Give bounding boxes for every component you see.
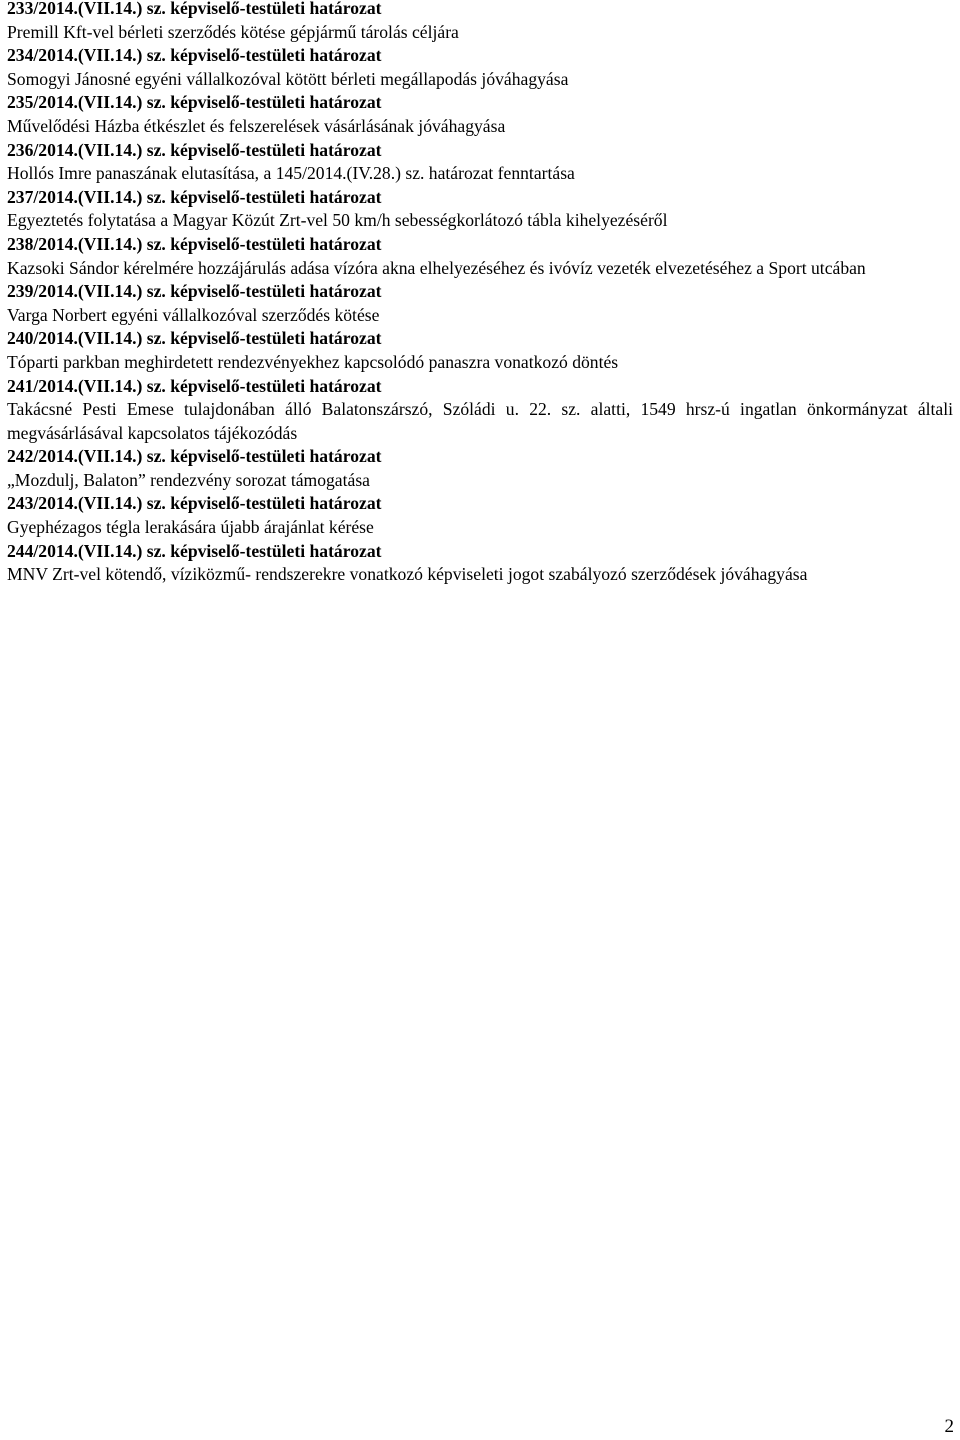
resolution-entry-243	[7, 492, 953, 539]
resolution-entry-241	[7, 375, 953, 446]
resolution-heading: 238/2014.(VII.14.) sz. képviselő-testületi határozat	[7, 233, 382, 254]
resolution-entry-240	[7, 327, 953, 374]
resolution-entry-235	[7, 91, 953, 138]
resolution-heading: 237/2014.(VII.14.) sz. képviselő-testületi határozat	[7, 186, 382, 207]
resolution-description: Egyeztetés folytatása a Magyar Közút Zrt-vel 50 km/h sebességkorlátozó tábla kihelyezéséről	[7, 210, 668, 231]
resolution-heading: 241/2014.(VII.14.) sz. képviselő-testületi határozat	[7, 375, 382, 396]
resolution-description: Gyephézagos tégla lerakására újabb árajánlat kérése	[7, 517, 374, 538]
resolution-entry-234	[7, 44, 953, 91]
resolution-heading: 243/2014.(VII.14.) sz. képviselő-testületi határozat	[7, 493, 382, 514]
resolution-entry-236	[7, 139, 953, 186]
resolution-description: Varga Norbert egyéni vállalkozóval szerződés kötése	[7, 304, 380, 325]
resolution-description: Takácsné Pesti Emese tulajdonában álló Balatonszárszó, Szóládi u. 22. sz. alatti, 1549 hrsz-ú ingatlan önkormányzat általi megvásárlásával kapcsolatos tájékozódás	[7, 399, 953, 443]
resolution-heading: 233/2014.(VII.14.) sz. képviselő-testületi határozat	[7, 0, 382, 18]
resolution-entry-238	[7, 233, 953, 280]
resolution-heading: 234/2014.(VII.14.) sz. képviselő-testületi határozat	[7, 45, 382, 66]
resolution-entry-244	[7, 540, 953, 587]
resolution-description: Művelődési Házba étkészlet és felszerelések vásárlásának jóváhagyása	[7, 115, 506, 136]
resolution-description: „Mozdulj, Balaton” rendezvény sorozat támogatása	[7, 469, 370, 490]
resolution-heading: 235/2014.(VII.14.) sz. képviselő-testületi határozat	[7, 92, 382, 113]
resolution-description: MNV Zrt-vel kötendő, víziközmű- rendszerekre vonatkozó képviseleti jogot szabályozó szerződések jóváhagyása	[7, 564, 808, 585]
resolution-heading: 239/2014.(VII.14.) sz. képviselő-testületi határozat	[7, 281, 382, 302]
resolution-heading: 240/2014.(VII.14.) sz. képviselő-testületi határozat	[7, 328, 382, 349]
resolution-description: Premill Kft-vel bérleti szerződés kötése gépjármű tárolás céljára	[7, 21, 459, 42]
resolution-entry-242	[7, 445, 953, 492]
resolution-list	[7, 0, 953, 587]
resolution-description: Hollós Imre panaszának elutasítása, a 145/2014.(IV.28.) sz. határozat fenntartása	[7, 163, 575, 184]
page-number: 2	[944, 1416, 954, 1437]
resolution-entry-239	[7, 280, 953, 327]
resolution-entry-233	[7, 0, 953, 44]
resolution-heading: 244/2014.(VII.14.) sz. képviselő-testületi határozat	[7, 540, 382, 561]
resolution-description: Somogyi Jánosné egyéni vállalkozóval kötött bérleti megállapodás jóváhagyása	[7, 68, 569, 89]
resolution-entry-237	[7, 186, 953, 233]
resolution-heading: 236/2014.(VII.14.) sz. képviselő-testületi határozat	[7, 139, 382, 160]
resolution-description: Tóparti parkban meghirdetett rendezvényekhez kapcsolódó panaszra vonatkozó döntés	[7, 351, 619, 372]
resolution-heading: 242/2014.(VII.14.) sz. képviselő-testületi határozat	[7, 446, 382, 467]
resolution-description: Kazsoki Sándor kérelmére hozzájárulás adása vízóra akna elhelyezéséhez és ivóvíz vezeték elvezetéséhez a Sport utcában	[7, 257, 866, 278]
